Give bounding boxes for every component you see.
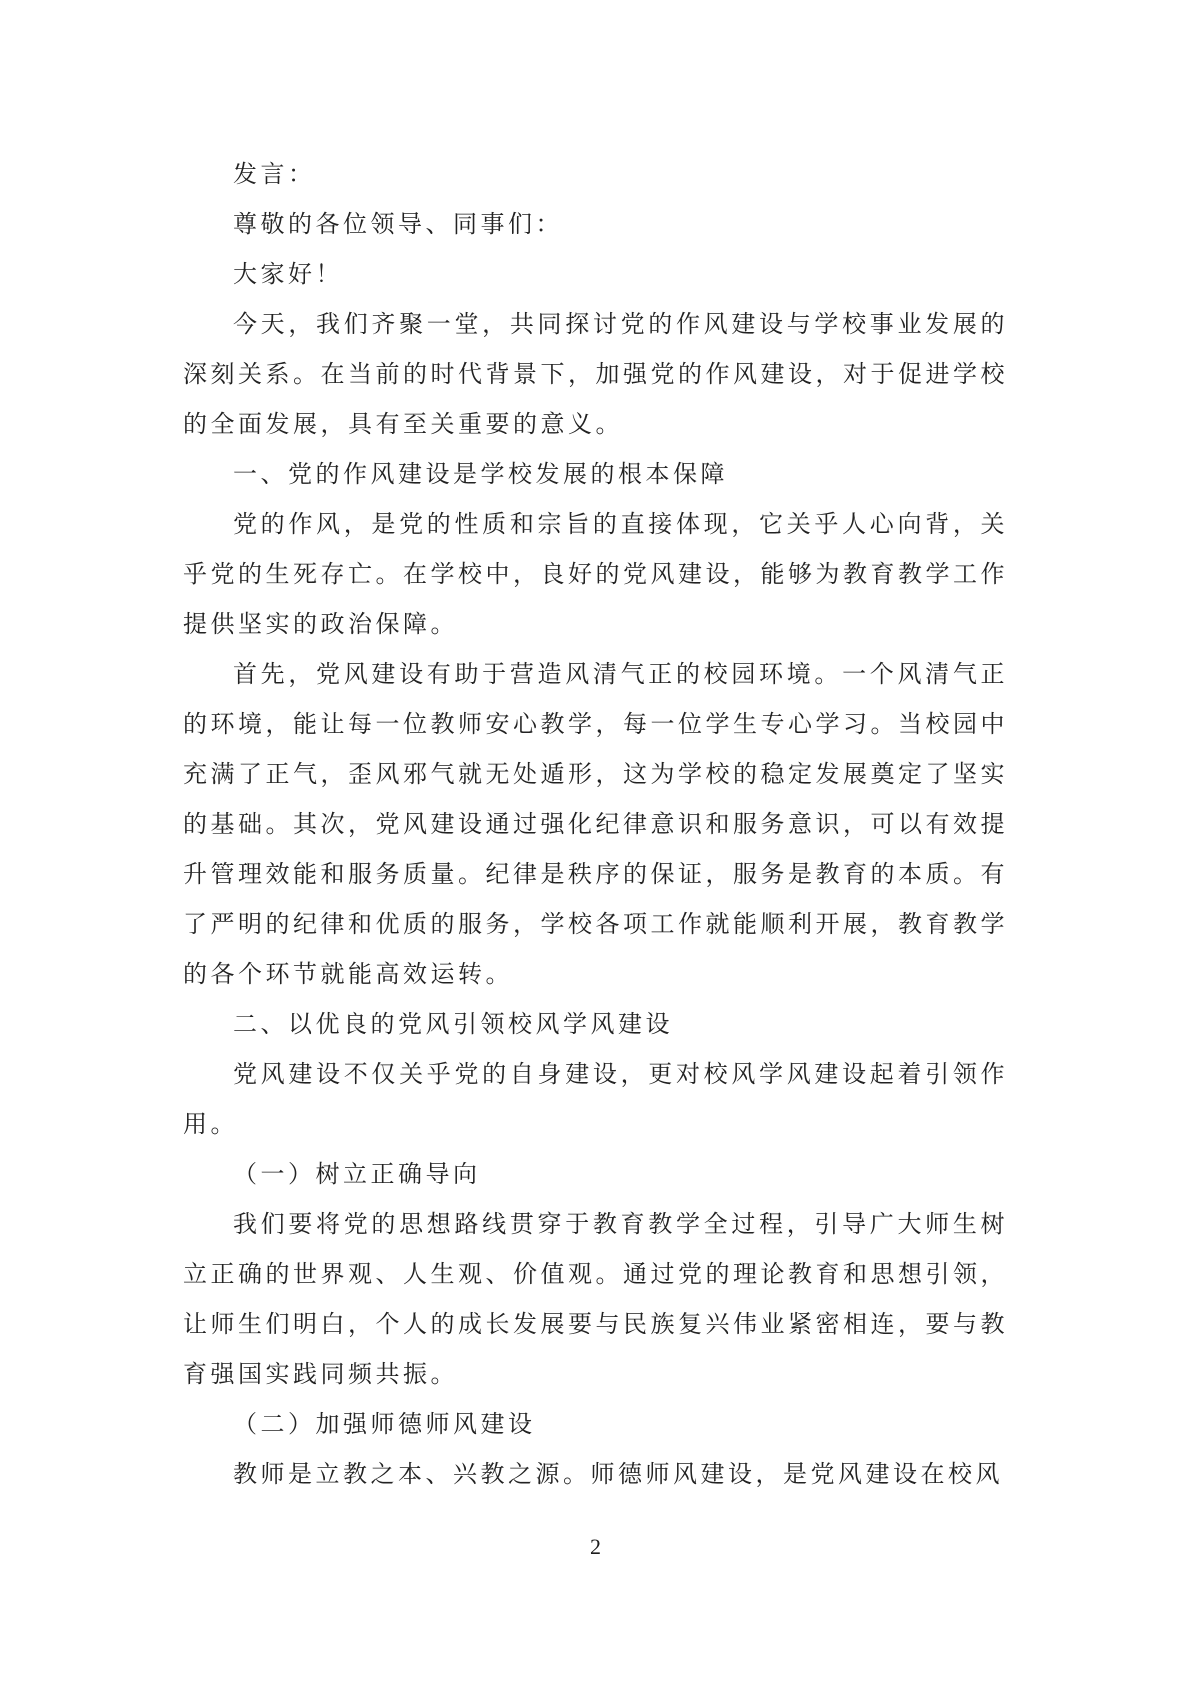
greeting: 大家好！ [233, 262, 343, 288]
heading-section-1: 一、党的作风建设是学校发展的根本保障 [233, 462, 728, 488]
intro-paragraph: 今天，我们齐聚一堂，共同探讨党的作风建设与学校事业发展的深刻关系。在当前的时代背景下，加强党的作风建设，对于促进学校的全面发展，具有至关重要的意义。 [183, 312, 1008, 438]
para-section1-2: 首先，党风建设有助于营造风清气正的校园环境。一个风清气正的环境，能让每一位教师安心教学，每一位学生专心学习。当校园中充满了正气，歪风邪气就无处遁形，这为学校的稳定发展奠定了坚实的基础。其次，党风建设通过强化纪律意识和服务意识，可以有效提升管理效能和服务质量。纪律是秩序的保证，服务是教育的本质。有了严明的纪律和优质的服务，学校各项工作就能顺利开展，教育教学的各个环节就能高效运转。 [183, 662, 1008, 988]
speech-label: 发言： [233, 162, 316, 188]
para-subsection-2-1: 我们要将党的思想路线贯穿于教育教学全过程，引导广大师生树立正确的世界观、人生观、价值观。通过党的理论教育和思想引领，让师生们明白，个人的成长发展要与民族复兴伟业紧密相连，要与教育强国实践同频共振。 [183, 1212, 1008, 1388]
page-number: 2 [590, 1534, 601, 1559]
para-section2-intro: 党风建设不仅关乎党的自身建设，更对校风学风建设起着引领作用。 [183, 1062, 1008, 1138]
document-body [183, 150, 1008, 1500]
heading-subsection-2-2: （二）加强师德师风建设 [233, 1412, 536, 1438]
greeting-addressees: 尊敬的各位领导、同事们： [233, 212, 563, 238]
heading-subsection-2-1: （一）树立正确导向 [233, 1162, 481, 1188]
page-footer [0, 1532, 1191, 1562]
para-subsection-2-2: 教师是立教之本、兴教之源。师德师风建设，是党风建设在校风 [233, 1462, 1003, 1488]
heading-section-2: 二、以优良的党风引领校风学风建设 [233, 1012, 673, 1038]
para-section1-1: 党的作风，是党的性质和宗旨的直接体现，它关乎人心向背，关乎党的生死存亡。在学校中，良好的党风建设，能够为教育教学工作提供坚实的政治保障。 [183, 512, 1008, 638]
